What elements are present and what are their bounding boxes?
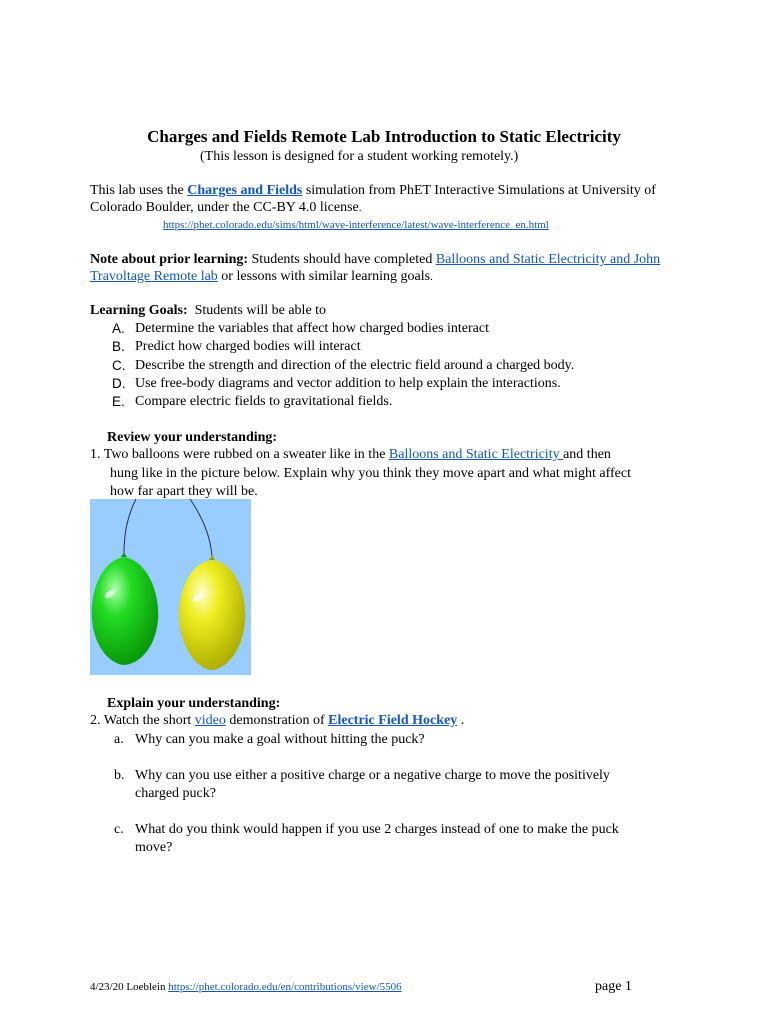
q1-line-2: hung like in the picture below. Explain why you think they move apart and what might affect [110,465,631,481]
q2-subquestions [90,731,619,857]
q2-text-b: demonstration of [225,713,329,728]
electric-field-hockey-link[interactable]: Electric Field Hockey [328,713,458,728]
goal-text: Determine the variables that affect how charged bodies interact [135,321,489,337]
goal-item [90,357,574,375]
subquestion-text-2: move? [135,840,173,856]
question-2 [90,712,464,729]
q2-text: 2. Watch the short [90,713,195,728]
balloons-static-link[interactable]: Balloons and Static Electricity and John [435,252,661,267]
page-title: Charges and Fields Remote Lab Introduction to Static Electricity [147,127,621,146]
subquestion-text: Why can you use either a positive charge or a negative charge to move the positively [135,768,610,783]
subquestion-letter: c. [114,822,124,837]
subquestion-a [90,731,619,767]
prior-learning-label: Note about prior learning: [90,252,249,267]
goal-item [90,393,574,411]
prior-text: Students should have completed [248,252,436,267]
footer-left [90,981,402,993]
subquestion-text: Why can you make a goal without hitting the puck? [135,732,425,747]
footer-date-author: 4/23/20 Loeblein [90,981,169,993]
subquestion-text: What do you think would happen if you use 2 charges instead of one to make the puck [135,822,619,837]
learning-goals-intro: Students will be able to [187,303,327,318]
subquestion-letter: b. [114,768,125,783]
goal-letter: C. [112,357,126,373]
subquestion-c [90,821,619,857]
goal-letter: D. [112,375,126,391]
goal-text: Predict how charged bodies will interact [135,339,361,355]
goal-text: Use free-body diagrams and vector addition to help explain the interactions. [135,375,561,391]
goal-text: Compare electric fields to gravitational fields. [135,394,393,410]
charges-and-fields-link[interactable]: Charges and Fields [187,183,303,198]
intro-period: . [358,202,362,214]
travoltage-link[interactable]: Travoltage Remote lab [90,269,218,284]
goal-list [90,320,574,411]
footer-url-link[interactable]: https://phet.colorado.edu/en/contributions/view/5506 [168,981,402,993]
simulation-url-link[interactable]: https://phet.colorado.edu/sims/html/wave-interference/latest/wave-interference_en.html [163,219,549,231]
q2-text-c: . [457,713,465,728]
prior-text-2: or lessons with similar learning goals [217,269,431,284]
goal-item [90,375,574,393]
subquestion-letter: a. [114,732,124,747]
question-1 [90,446,631,502]
goal-item [90,338,574,356]
goal-letter: B. [112,339,125,355]
page-subtitle: (This lesson is designed for a student working remotely.) [200,149,519,164]
subquestion-text-2: charged puck? [135,786,216,802]
goal-letter: E. [112,394,125,410]
goal-item [90,320,574,338]
page-number: page 1 [595,979,632,994]
explain-heading: Explain your understanding: [107,696,281,711]
video-link[interactable]: video [194,713,226,728]
intro-text: This lab uses the [90,183,188,198]
learning-goals-label: Learning Goals: [90,303,188,318]
goal-text: Describe the strength and direction of the electric field around a charged body. [135,357,575,373]
q1-line-3: how far apart they will be. [110,484,258,499]
q1-text: 1. Two balloons were rubbed on a sweater like in the [90,447,389,462]
prior-learning-note [90,251,660,286]
intro-text-3: Colorado Boulder, under the CC-BY 4.0 license [90,200,359,215]
intro-text-2: simulation from PhET Interactive Simulations at University of [302,183,656,198]
prior-period: . [430,271,433,283]
q1-text-b: and then [563,447,611,462]
learning-goals [90,302,574,411]
intro-paragraph [90,182,656,217]
balloons-static-link-2[interactable]: Balloons and Static Electricity [388,447,564,462]
subquestion-b [90,767,619,821]
goal-letter: A. [112,321,125,337]
review-heading: Review your understanding: [107,430,278,445]
balloons-image [90,499,251,675]
